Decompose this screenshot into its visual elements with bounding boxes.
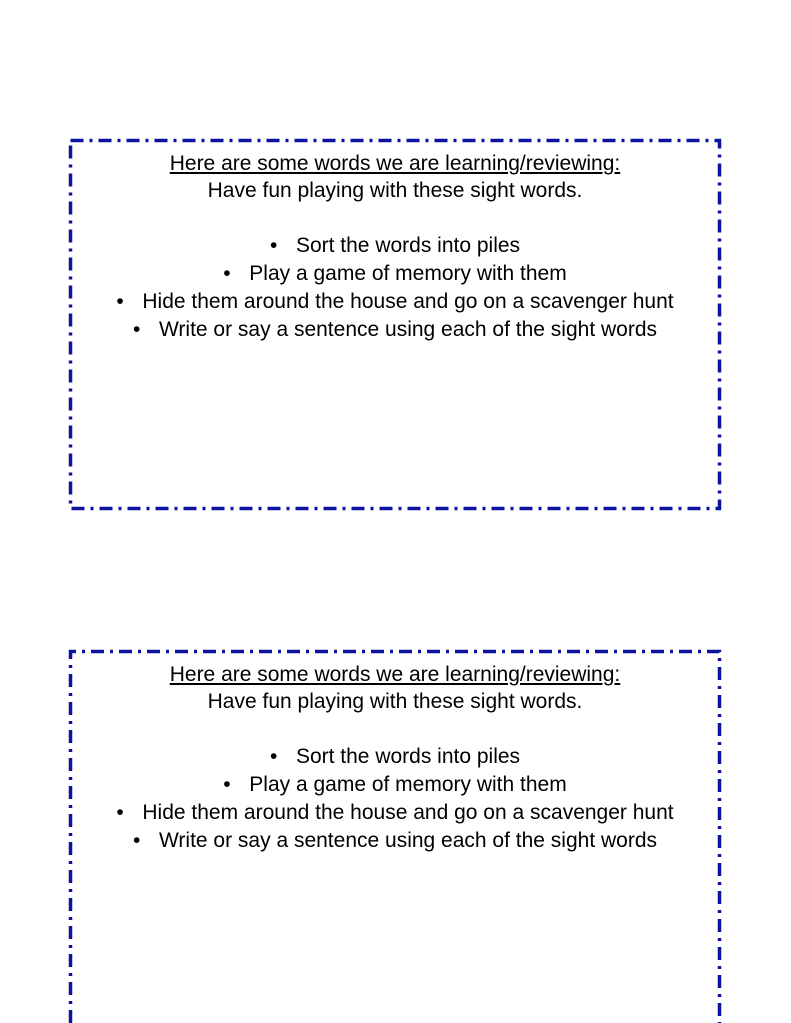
bullet-icon: • <box>116 801 124 824</box>
tip-text: Write or say a sentence using each of the sight words <box>158 829 658 852</box>
tip-item <box>69 316 721 343</box>
tip-item <box>69 743 721 770</box>
bullet-icon: • <box>223 262 231 285</box>
tip-text: Play a game of memory with them <box>249 262 567 285</box>
tip-item <box>69 827 721 854</box>
tip-text: Sort the words into piles <box>295 745 521 768</box>
card-heading: Here are some words we are learning/reviewing: <box>169 663 621 686</box>
tips-list <box>69 743 721 854</box>
card-subheading: Have fun playing with these sight words. <box>207 690 583 713</box>
sight-words-card <box>69 650 721 1023</box>
card-subheading: Have fun playing with these sight words. <box>207 179 583 202</box>
tip-item <box>69 232 721 259</box>
tip-text: Write or say a sentence using each of the sight words <box>158 318 658 341</box>
tip-text: Hide them around the house and go on a scavenger hunt <box>142 290 674 313</box>
bullet-icon: • <box>269 745 278 768</box>
bullet-icon: • <box>269 234 278 257</box>
card-heading: Here are some words we are learning/reviewing: <box>169 152 621 175</box>
card-content <box>69 150 721 344</box>
tips-list <box>69 232 721 343</box>
tip-item <box>69 771 721 798</box>
tip-item <box>69 260 721 287</box>
card-content <box>69 661 721 855</box>
bullet-icon: • <box>132 318 141 341</box>
bullet-icon: • <box>132 829 141 852</box>
tip-text: Hide them around the house and go on a scavenger hunt <box>142 801 674 824</box>
tip-item <box>115 799 675 826</box>
bullet-icon: • <box>223 773 231 796</box>
sight-words-card <box>69 139 721 510</box>
tip-text: Play a game of memory with them <box>249 773 567 796</box>
tip-text: Sort the words into piles <box>295 234 521 257</box>
tip-item <box>115 288 675 315</box>
bullet-icon: • <box>116 290 124 313</box>
